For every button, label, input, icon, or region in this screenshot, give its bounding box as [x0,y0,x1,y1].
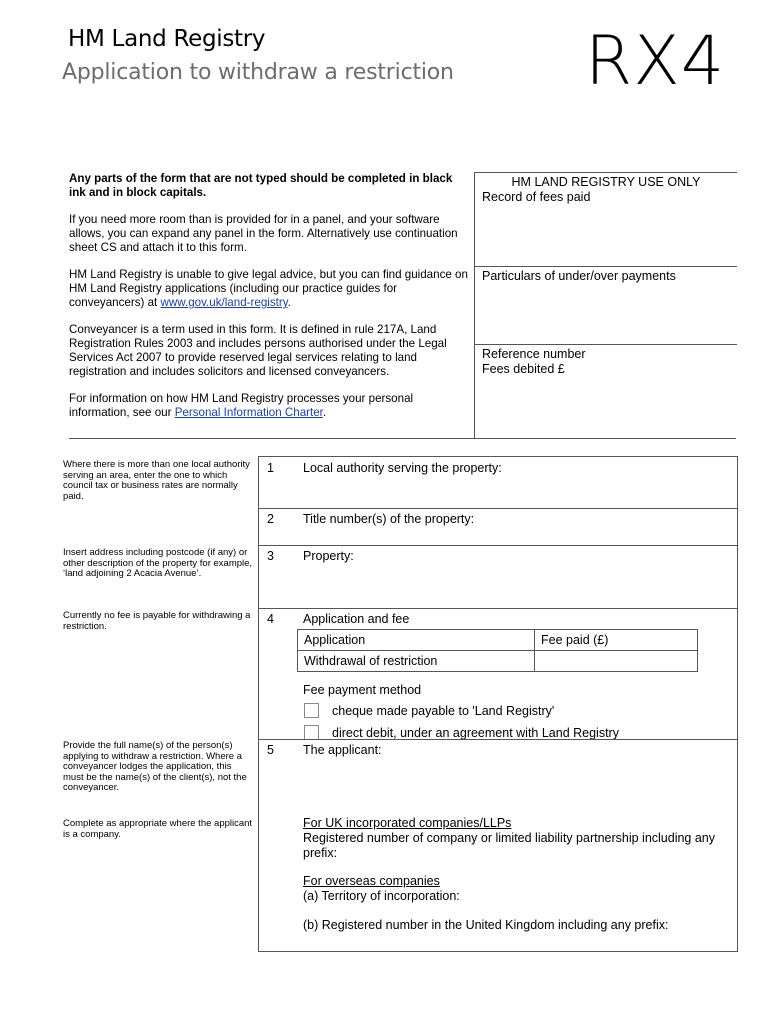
direct-debit-checkbox[interactable] [304,725,319,740]
panel-number: 4 [267,612,274,626]
intro-more-room: If you need more room than is provided for in a panel, and your software allows, you can expand any panel in the form. Alternatively use continuation sheet CS and attach it to this form. [69,213,458,254]
fee-table [297,629,698,672]
panel-label: Property: [303,549,354,563]
fee-payment-method-label: Fee payment method [303,683,422,697]
panel-label: Local authority serving the property: [303,461,502,475]
cheque-option-label: cheque made payable to 'Land Registry' [332,704,555,718]
intro-personal-info-text: For information on how HM Land Registry processes your personal information, see our [69,392,414,419]
panel-number: 3 [267,549,274,563]
panel-label: Title number(s) of the property: [303,512,475,526]
uk-companies-heading: For UK incorporated companies/LLPs [303,816,512,830]
intro-block-capitals: Any parts of the form that are not typed should be completed in black ink and in block capitals. [69,172,453,199]
organisation-name: HM Land Registry [68,26,266,52]
note-applicant: Provide the full name(s) of the person(s) applying to withdraw a restriction. Where a conveyancer lodges the application, this must be the name(s) of the client(s), not the conveyancer. [63,740,247,793]
fee-paid-field[interactable] [535,651,698,672]
fees-record-cell [475,173,737,267]
form-title: Application to withdraw a restriction [62,60,454,85]
cheque-checkbox[interactable] [304,703,319,718]
reference-cell [475,345,737,439]
panel-title-number[interactable] [259,509,737,546]
particulars-cell [475,267,737,345]
fee-table-application-value: Withdrawal of restriction [298,651,535,672]
territory-label: (a) Territory of incorporation: [303,889,460,903]
uk-companies-text: Registered number of company or limited liability partnership including any prefix: [303,831,716,860]
intro-legal-advice [69,268,469,310]
fee-table-header-fee: Fee paid (£) [535,630,698,651]
intro-personal-info-end: . [322,406,327,419]
fee-table-header-application: Application [298,630,535,651]
overseas-companies-heading: For overseas companies [303,874,440,888]
gov-uk-link[interactable]: www.gov.uk/land-registry [160,296,288,309]
office-use-box [474,172,737,439]
panel-number: 2 [267,512,274,526]
panel-number: 1 [267,461,274,475]
intro-divider [69,438,736,439]
uk-registered-number-label: (b) Registered number in the United Kingdom including any prefix: [303,918,669,932]
panel-local-authority[interactable] [259,457,737,509]
form-panels [258,456,738,952]
office-use-heading: HM LAND REGISTRY USE ONLY [511,175,701,189]
intro-legal-advice-end: . [287,296,291,309]
intro-legal-advice-text: HM Land Registry is unable to give legal advice, but you can find guidance on HM Land Registry applications (including our practice guides for conveyancers) at [69,268,468,309]
form-code: RX4 [585,22,726,101]
intro-instructions [69,172,469,433]
panel-label: Application and fee [303,612,410,626]
fees-record-label: Record of fees paid [482,190,591,204]
fees-debited-label: Fees debited £ [482,362,565,376]
particulars-label: Particulars of under/over payments [482,269,676,283]
intro-personal-info [69,392,469,420]
personal-information-charter-link[interactable]: Personal Information Charter [174,406,323,419]
panel-number: 5 [267,743,274,757]
note-fee: Currently no fee is payable for withdrawing a restriction. [63,610,251,632]
panel-applicant[interactable] [259,739,737,952]
panel-label: The applicant: [303,743,382,757]
direct-debit-option-label: direct debit, under an agreement with Land Registry [332,726,619,740]
panel-property[interactable] [259,546,737,609]
note-company: Complete as appropriate where the applicant is a company. [63,818,253,840]
intro-conveyancer: Conveyancer is a term used in this form. It is defined in rule 217A, Land Registration Rules 2003 and includes persons authorised under the Legal Services Act 2007 to provide reserved legal services relating to land registration and includes solicitors and licensed conveyancers. [69,323,447,378]
note-local-authority: Where there is more than one local authority serving an area, enter the one to which council tax or business rates are normally paid. [63,459,250,502]
reference-label: Reference number [482,347,586,361]
note-property-address: Insert address including postcode (if any) or other description of the property for example, ‘land adjoining 2 Acacia Avenue’. [63,547,253,579]
panel-application-fee [259,609,737,739]
